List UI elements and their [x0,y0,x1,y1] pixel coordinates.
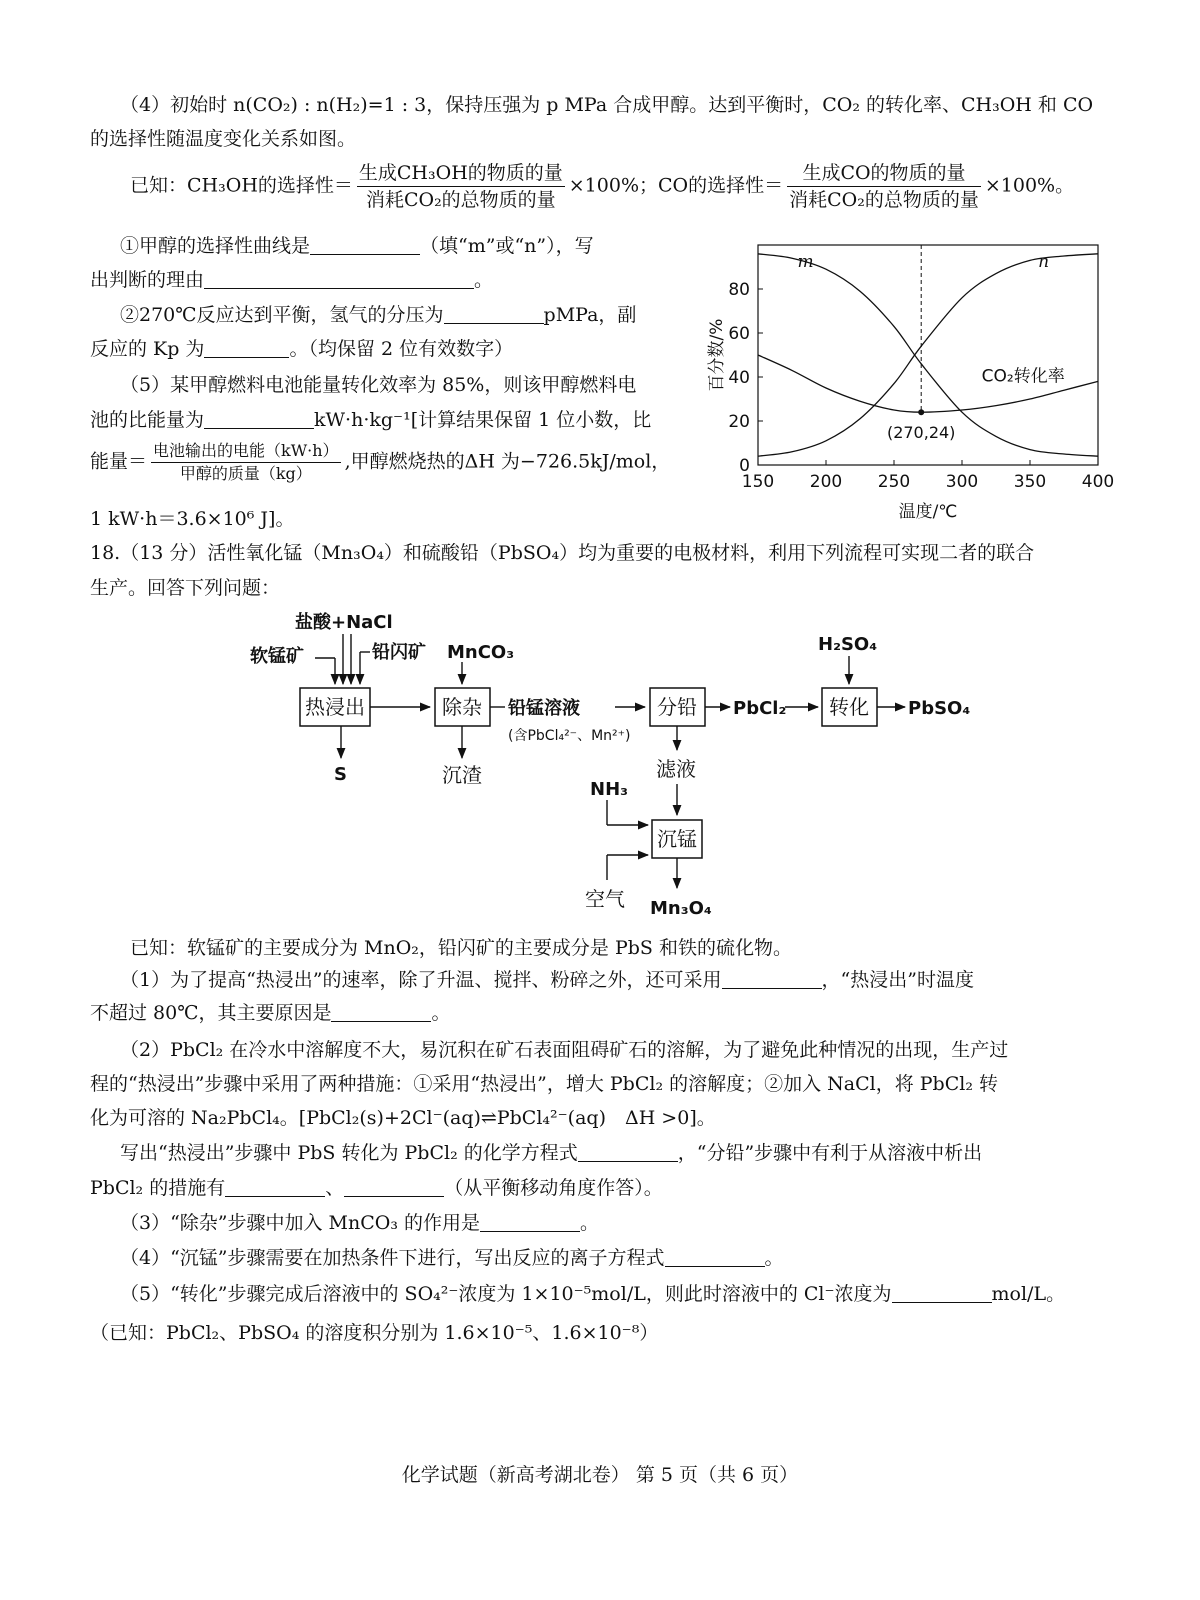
y-tick-label: 80 [728,280,750,300]
q18-known: 已知：软锰矿的主要成分为 MnO₂，铅闪矿的主要成分是 PbS 和铁的硫化物。 [130,937,792,959]
p2-text-c: PbCl₂ 的措施有 [90,1177,226,1199]
answer-blank-reason[interactable] [204,268,474,289]
flow-solution-note: (含PbCl₄²⁻、Mn²⁺) [508,728,631,744]
sub2-text-c: 反应的 Kp 为 [90,338,205,360]
flow-residue: 沉渣 [442,763,482,787]
selectivity-chart [700,225,1120,525]
q17-5-line3 [90,440,670,485]
answer-blank-p2-measure2[interactable] [344,1176,444,1197]
process-flow-diagram [240,600,1000,925]
q17-4-sub1-line2 [90,267,493,293]
sel2-numerator: 生成CO的物质的量 [787,160,981,187]
p2-text-d: 、 [325,1177,345,1199]
flow-pbso4: PbSO₄ [908,698,971,719]
annotation-label: (270,24) [886,423,956,443]
q18-p1-line2 [90,1000,451,1026]
q17-5-line1: （5）某甲醇燃料电池能量转化效率为 85%，则该甲醇燃料电 [120,374,637,396]
p2-text-a: 写出“热浸出”步骤中 PbS 转化为 PbCl₂ 的化学方程式 [120,1142,578,1164]
selectivity-definitions [130,160,1074,213]
q17-5-text-b: kW·h·kg⁻¹[计算结果保留 1 位小数，比 [314,409,652,431]
q17-4-sub1-line1 [120,233,594,259]
flow-nh3: NH₃ [590,779,629,800]
q17-4-sub2-line2 [90,336,513,362]
q18-p1-line1 [120,967,974,993]
x-tick-label: 300 [945,472,979,492]
sel1-tail: ×100%； [568,174,659,197]
known-label: 已知： [130,174,188,197]
q18-title-line1: 18.（13 分）活性氧化锰（Mn₃O₄）和硫酸铅（PbSO₄）均为重要的电极材料，利用下列流程可实现二者的联合 [90,542,1035,564]
p4-text-b: 。 [764,1247,784,1269]
flow-solution: 铅锰溶液 [508,698,580,719]
q18-p2-line2: 程的“热浸出”步骤中采用了两种措施：①采用“热浸出”，增大 PbCl₂ 的溶解度；②加入 NaCl，将 PbCl₂ 转 [90,1073,998,1095]
sub1-text-c: 出判断的理由 [90,269,205,291]
p2-text-e: （从平衡移动角度作答）。 [444,1177,663,1199]
annotation-point [918,409,924,415]
p5-text-a: （5）“转化”步骤完成后溶液中的 SO₄²⁻浓度为 1×10⁻⁵mol/L，则此时溶液中的 Cl⁻浓度为 [120,1283,892,1305]
p1-text-b: ，“热浸出”时温度 [821,969,974,991]
sel2-tail: ×100%。 [984,174,1075,197]
sub1-text-b: （填“m”或“n”），写 [420,235,594,257]
q18-p4 [120,1245,784,1271]
flow-mn3o4: Mn₃O₄ [650,898,712,919]
p5-text-b: mol/L。 [991,1283,1066,1305]
x-tick-label: 150 [741,472,775,492]
q17-4-intro-line1: （4）初始时 n(CO₂) : n(H₂)=1 : 3，保持压强为 p MPa 合成甲醇。达到平衡时，CO₂ 的转化率、CH₃OH 和 CO [120,94,1094,116]
flow-box-mn-precipitation-label: 沉锰 [657,827,697,851]
flow-air: 空气 [585,887,625,911]
y-tick-label: 60 [728,324,750,344]
sub1-text-a: ①甲醇的选择性曲线是 [120,235,311,257]
p3-text-b: 。 [580,1212,600,1234]
p1-text-d: 。 [431,1002,451,1024]
q18-p2-line5 [90,1175,663,1201]
q17-4-intro-line2: 的选择性随温度变化关系如图。 [90,128,357,150]
p1-text-c: 不超过 80℃，其主要原因是 [90,1002,332,1024]
specific-energy-fraction [151,440,341,485]
answer-blank-p1-reason[interactable] [331,1001,431,1022]
q17-5-text-d: ,甲醇燃烧热的ΔH 为−726.5kJ/mol， [344,450,671,473]
flow-ore-pyrolusite: 软锰矿 [250,646,304,667]
q17-5-line2 [90,407,651,433]
p2-text-b: ，“分铅”步骤中有利于从溶液中析出 [677,1142,983,1164]
answer-blank-curve[interactable] [310,234,420,255]
sub1-text-d: 。 [474,269,494,291]
x-tick-label: 250 [877,472,911,492]
y-axis-label: 百分数/% [707,318,727,392]
sel2-lhs: CO的选择性＝ [658,174,784,197]
q18-p2-line1: （2）PbCl₂ 在冷水中溶解度不大，易沉积在矿石表面阻碍矿石的溶解，为了避免此种情况的出现，生产过 [120,1039,1009,1061]
q18-p2-line4 [120,1140,982,1166]
p1-text-a: （1）为了提高“热浸出”的速率，除了升温、搅拌、粉碎之外，还可采用 [120,969,722,991]
q18-p2-line3: 化为可溶的 Na₂PbCl₄。[PbCl₂(s)+2Cl⁻(aq)⇌PbCl₄²⁻(aq) ΔH >0]。 [90,1107,716,1129]
series-label-2: n [1038,252,1050,272]
flow-sulfur: S [334,764,347,785]
sel2-denominator: 消耗CO₂的总物质的量 [789,189,979,211]
sel1-fraction [357,160,565,213]
flow-ore-galena: 铅闪矿 [372,642,426,663]
x-tick-label: 400 [1081,472,1115,492]
q18-p5-line2: （已知：PbCl₂、PbSO₄ 的溶度积分别为 1.6×10⁻⁵、1.6×10⁻⁸） [90,1322,659,1344]
q18-p3 [120,1210,599,1236]
sel1-lhs: CH₃OH的选择性＝ [187,174,353,197]
answer-blank-kp[interactable] [204,337,289,358]
p4-text-a: （4）“沉锰”步骤需要在加热条件下进行，写出反应的离子方程式 [120,1247,665,1269]
flow-reagent-hcl: 盐酸+NaCl [295,612,393,633]
answer-blank-h2-pressure[interactable] [444,303,544,324]
sel2-fraction [787,160,981,213]
y-tick-label: 40 [728,368,750,388]
q18-p5-line1 [120,1281,1065,1307]
answer-blank-specific-energy[interactable] [204,408,314,429]
y-tick-label: 0 [739,456,750,476]
sub2-text-a: ②270℃反应达到平衡，氢气的分压为 [120,304,444,326]
flow-h2so4: H₂SO₄ [818,634,878,655]
flow-box-lead-separation-label: 分铅 [657,695,697,719]
flow-mnco3: MnCO₃ [447,642,515,663]
flow-box-leach-label: 热浸出 [305,695,365,719]
q17-5-text-c: 能量＝ [90,450,148,473]
flow-filtrate: 滤液 [656,757,696,781]
q17-5-text-a: 池的比能量为 [90,409,205,431]
page-footer: 化学试题（新高考湖北卷） 第 5 页（共 6 页） [401,1464,799,1486]
x-axis-label: 温度/℃ [898,502,958,522]
answer-blank-p4[interactable] [665,1246,765,1267]
sel1-denominator: 消耗CO₂的总物质的量 [365,189,556,211]
series-label-1: m [797,252,814,272]
flow-box-purify-label: 除杂 [442,695,482,719]
q17-5-line4: 1 kW·h＝3.6×10⁶ J]。 [90,508,295,530]
specific-energy-denominator: 甲醇的质量（kg） [179,464,312,483]
flow-pbcl2: PbCl₂ [733,698,787,719]
answer-blank-p5[interactable] [892,1282,992,1303]
sel1-numerator: 生成CH₃OH的物质的量 [357,160,565,187]
y-tick-label: 20 [728,412,750,432]
flow-box-convert-label: 转化 [829,695,869,719]
sub2-text-b: pMPa，副 [543,304,637,326]
q17-4-sub2-line1 [120,302,636,328]
x-tick-label: 350 [1013,472,1047,492]
q18-title-line2: 生产。回答下列问题： [90,577,281,599]
p3-text-a: （3）“除杂”步骤中加入 MnCO₃ 的作用是 [120,1212,481,1234]
sub2-text-d: 。（均保留 2 位有效数字） [289,338,514,360]
answer-blank-p2-equation[interactable] [578,1141,678,1162]
series-label-3: CO₂转化率 [981,366,1065,387]
answer-blank-p1-method[interactable] [722,968,822,989]
x-tick-label: 200 [809,472,843,492]
answer-blank-p2-measure1[interactable] [225,1176,325,1197]
specific-energy-numerator: 电池输出的电能（kW·h） [151,440,341,463]
answer-blank-p3[interactable] [480,1211,580,1232]
